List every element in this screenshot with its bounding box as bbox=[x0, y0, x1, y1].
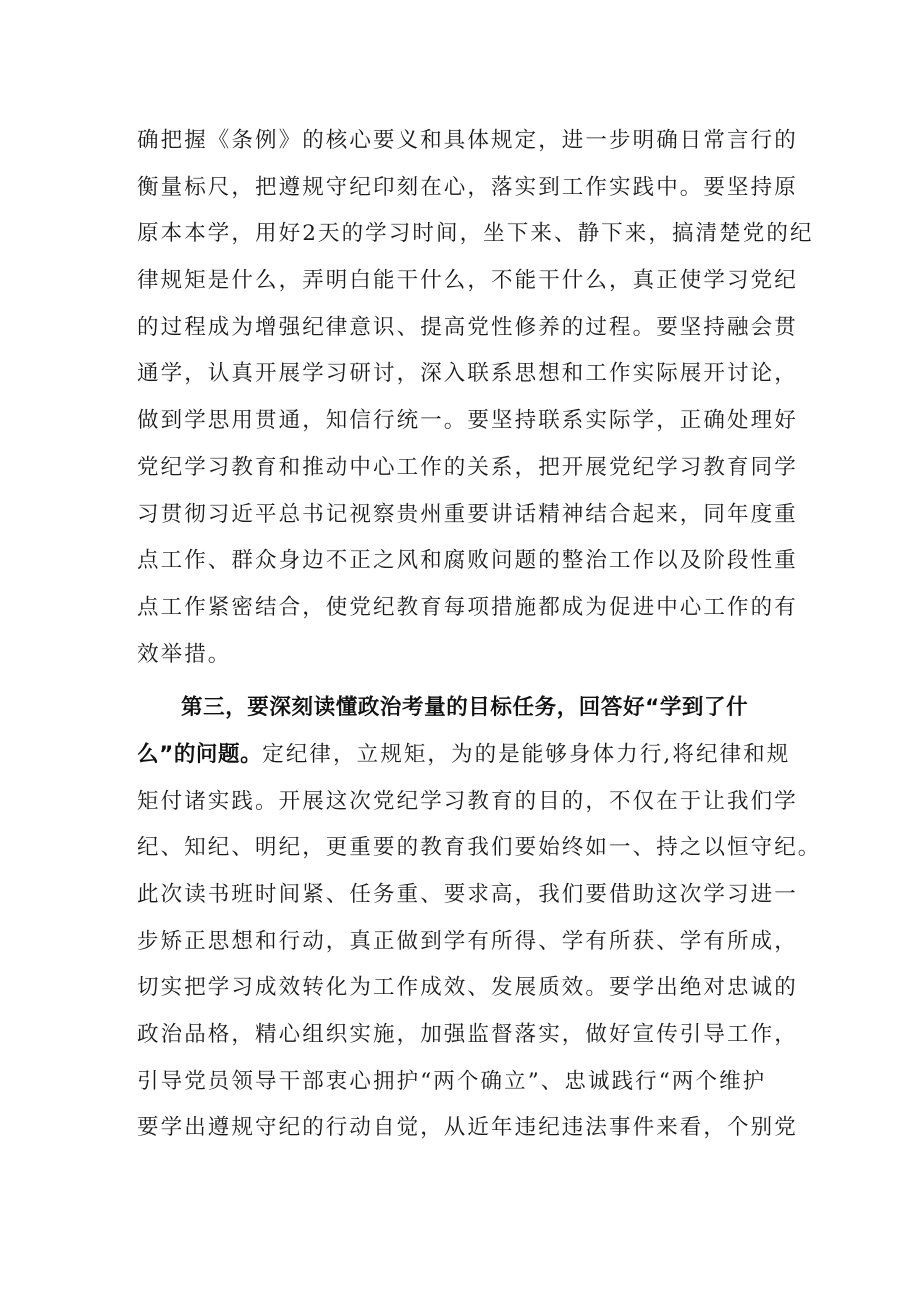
text-line: 点工作、群众身边不正之风和腐败问题的整治工作以及阶段性重 bbox=[137, 548, 798, 574]
text-line: 的过程成为增强纪律意识、提高党性修养的过程。要坚持融会贯 bbox=[137, 314, 798, 340]
text-line: 效举措。 bbox=[137, 641, 232, 667]
text-line: 引导党员领导干部衷心拥护“两个确立”、忠诚践行“两个维护 bbox=[137, 1068, 767, 1094]
text-line: 通学，认真开展学习研讨，深入联系思想和工作实际展开讨论， bbox=[137, 361, 798, 387]
text-line: 矩付诸实践。开展这次党纪学习教育的目的，不仅在于让我们学 bbox=[137, 788, 798, 814]
document-body bbox=[137, 118, 822, 1152]
text-line: 此次读书班时间紧、任务重、要求高，我们要借助这次学习进一 bbox=[137, 882, 798, 907]
text-run: 定纪律，立规矩，为的是能够身体力行,将纪律和规 bbox=[262, 741, 791, 767]
text-line: 确把握《条例》的核心要义和具体规定，进一步明确日常言行的 bbox=[137, 128, 798, 153]
text-line: 原本本学，用好2天的学习时间，坐下来、静下来，搞清楚党的纪 bbox=[137, 221, 814, 247]
text-line: 衡量标尺，把遵规守纪印刻在心，落实到工作实践中。要坚持原 bbox=[137, 174, 798, 200]
text-line: 律规矩是什么，弄明白能干什么，不能干什么，真正使学习党纪 bbox=[137, 268, 798, 294]
text-line: 步矫正思想和行动，真正做到学有所得、学有所获、学有所成， bbox=[137, 928, 798, 954]
text-line: 习贯彻习近平总书记视察贵州重要讲话精神结合起来，同年度重 bbox=[137, 501, 798, 527]
paragraph-1 bbox=[137, 118, 814, 678]
text-line: 党纪学习教育和推动中心工作的关系，把开展党纪学习教育同学 bbox=[137, 454, 798, 480]
paragraph-gap bbox=[137, 678, 800, 685]
section-heading-line bbox=[137, 685, 800, 732]
section-heading-end: 么”的问题。 bbox=[137, 741, 263, 767]
text-line: 做到学思用贯通，知信行统一。要坚持联系实际学，正确处理好 bbox=[137, 408, 798, 434]
text-line: 政治品格，精心组织实施，加强监督落实，做好宣传引导工作， bbox=[137, 1022, 798, 1048]
text-line: 切实把学习成效转化为工作成效、发展质效。要学出绝对忠诚的 bbox=[137, 975, 798, 1001]
text-line: 纪、知纪、明纪，更重要的教育我们要始终如一、持之以恒守纪。 bbox=[137, 835, 822, 861]
text-line: 点工作紧密结合，使党纪教育每项措施都成为促进中心工作的有 bbox=[137, 594, 798, 620]
text-line bbox=[137, 732, 800, 779]
section-heading: 第三，要深刻读懂政治考量的目标任务，回答好“学到了什 bbox=[181, 695, 749, 721]
text-line: 要学出遵规守纪的行动自觉，从近年违纪违法事件来看，个别党 bbox=[137, 1115, 798, 1141]
paragraph-2 bbox=[137, 685, 822, 1152]
